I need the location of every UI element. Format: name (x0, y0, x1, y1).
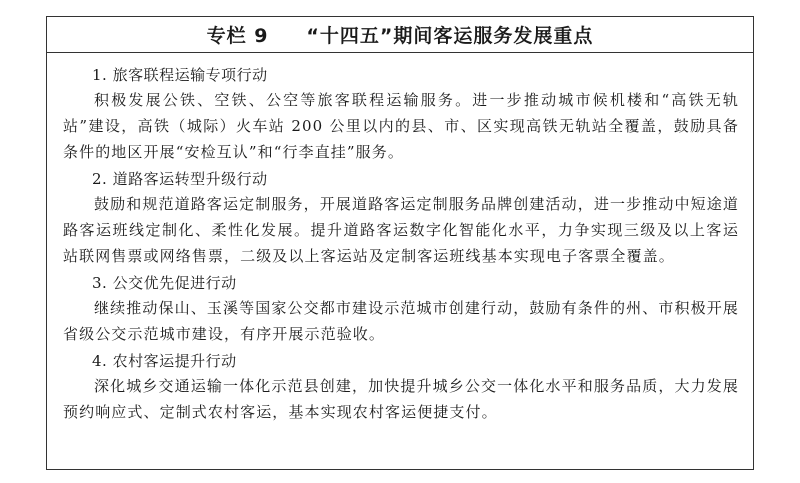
section-title: 3. 公交优先促进行动 (92, 274, 237, 292)
section-2 (63, 168, 739, 269)
section-title: 4. 农村客运提升行动 (92, 352, 237, 370)
section-3 (63, 272, 739, 347)
box-header (47, 17, 753, 53)
box-content (47, 53, 753, 425)
section-1 (63, 64, 739, 165)
section-body: 鼓励和规范道路客运定制服务，开展道路客运定制服务品牌创建活动，进一步推动中短途道路客运班线定制化、柔性化发展。提升道路客运数字化智能化水平，力争实现三级及以上客运站联网售票或网络售票，二级及以上客运站及定制客运班线基本实现电子客票全覆盖。 (63, 195, 739, 265)
section-body: 深化城乡交通运输一体化示范县创建，加快提升城乡公交一体化水平和服务品质，大力发展预约响应式、定制式农村客运，基本实现农村客运便捷支付。 (63, 377, 739, 421)
section-4 (63, 350, 739, 425)
feature-box (46, 16, 754, 470)
box-title: “十四五”期间客运服务发展重点 (306, 25, 594, 47)
section-body: 积极发展公铁、空铁、公空等旅客联程运输服务。进一步推动城市候机楼和“高铁无轨站”建设，高铁（城际）火车站 200 公里以内的县、市、区实现高铁无轨站全覆盖，鼓励具备条件的地区开展“安检互认”和“行李直挂”服务。 (63, 91, 739, 161)
section-title: 2. 道路客运转型升级行动 (92, 170, 268, 188)
section-title: 1. 旅客联程运输专项行动 (92, 66, 268, 84)
section-body: 继续推动保山、玉溪等国家公交都市建设示范城市创建行动，鼓励有条件的州、市积极开展省级公交示范城市建设，有序开展示范验收。 (63, 299, 739, 343)
box-label: 专栏 9 (206, 25, 269, 47)
